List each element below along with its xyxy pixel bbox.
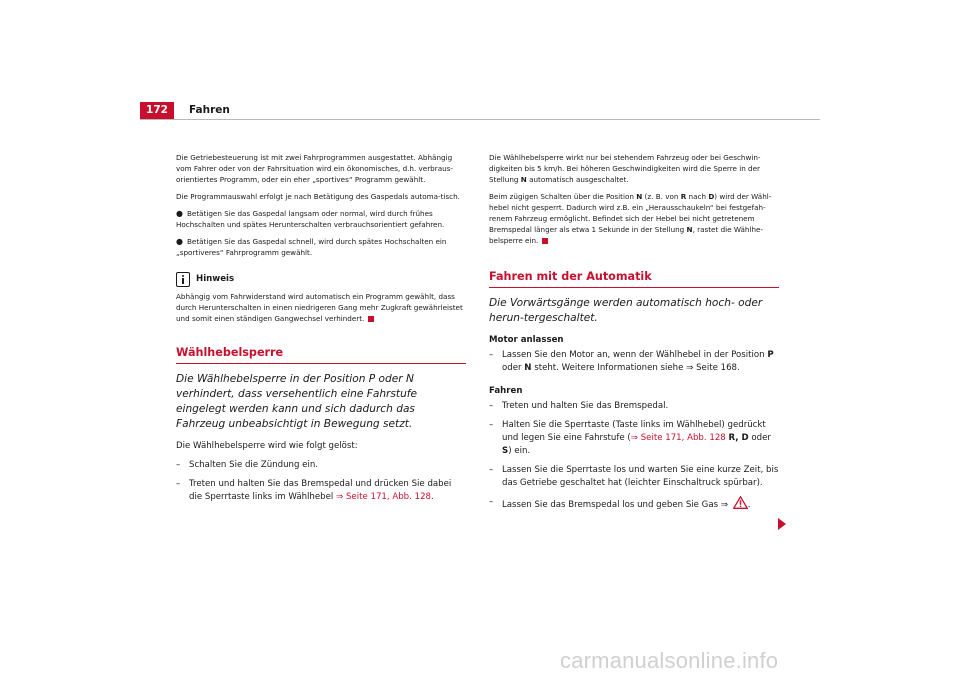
left-column: [176, 152, 466, 510]
bullet-item: ● Betätigen Sie das Gaspedal langsam oder normal, wird durch frühes Hochschalten und spätes Herunterschalten verbrauchsorientiert gefahren.: [176, 209, 445, 229]
note-text: Abhängig vom Fahrwiderstand wird automatisch ein Programm gewählt, dass durch Herunterschalten in einen niedrigeren Gang mehr Zugkraft gewährleistet und somit einen ständigen Gangwechsel verhindert.: [176, 292, 463, 323]
section-title-automatic: Fahren mit der Automatik: [489, 270, 779, 288]
bullet-item: ● Betätigen Sie das Gaspedal schnell, wird durch spätes Hochschalten ein „sportiveres“ Fahrprogramm gewählt.: [176, 237, 447, 257]
intro-paragraph: Die Getriebesteuerung ist mit zwei Fahrprogrammen ausgestattet. Abhängig vom Fahrer oder von der Fahrsituation wird ein ökonomisches, d.h. verbraus-orientiertes Programm, oder ein eher „sportives“ Programm gewählt.: [176, 153, 453, 184]
subheading-drive: Fahren: [489, 386, 523, 396]
step-item: – Treten und halten Sie das Bremspedal und drücken Sie dabei die Sperrtaste links im Wählhebel ⇒ Seite 171, Abb. 128.: [176, 479, 452, 502]
step-item: – Schalten Sie die Zündung ein.: [176, 460, 319, 470]
next-page-arrow-icon[interactable]: [778, 518, 786, 530]
section-subtitle: Die Wählhebelsperre in der Position P oder N verhindert, dass versehentlich eine Fahrstufe eingelegt werden kann und sich dadurch das Fahrzeug unbeabsichtigt in Bewegung setzt.: [176, 373, 418, 430]
step-item: – Lassen Sie das Bremspedal los und geben Sie Gas ⇒ .: [489, 497, 751, 510]
step-item: – Halten Sie die Sperrtaste (Taste links im Wählhebel) gedrückt und legen Sie eine Fahrstufe (⇒ Seite 171, Abb. 128 R, D oder S) ein.: [489, 420, 771, 456]
step-item: – Lassen Sie den Motor an, wenn der Wählhebel in der Position P oder N steht. Weitere Informationen siehe ⇒ Seite 168.: [489, 350, 774, 373]
info-note-icon: [176, 272, 190, 287]
section-title-selector-lock: Wählhebelsperre: [176, 346, 466, 364]
subheading-motor: Motor anlassen: [489, 335, 564, 345]
end-of-section-icon: [542, 238, 548, 244]
note-heading: [176, 272, 466, 287]
program-paragraph: Die Programmauswahl erfolgt je nach Betätigung des Gaspedals automa-tisch.: [176, 192, 460, 201]
section-subtitle: Die Vorwärtsgänge werden automatisch hoch- oder herun-tergeschaltet.: [489, 297, 763, 324]
step-item: – Treten und halten Sie das Bremspedal.: [489, 401, 669, 411]
page-header: [140, 102, 820, 119]
header-rule: [140, 119, 820, 120]
header-title: Fahren: [189, 104, 230, 116]
watermark: carmanualsonline.info: [560, 648, 779, 673]
right-column: [489, 152, 779, 518]
bullet-dot-icon: ●: [176, 209, 183, 218]
page-reference-link[interactable]: ⇒ Seite 171, Abb. 128: [630, 433, 726, 443]
end-of-section-icon: [368, 316, 374, 322]
page-reference-link[interactable]: ⇒ Seite 171, Abb. 128: [336, 492, 432, 502]
note-title: Hinweis: [196, 273, 235, 284]
page-number: 172: [140, 102, 174, 119]
warning-triangle-icon: [733, 496, 748, 509]
fast-shift-paragraph: Beim zügigen Schalten über die Position N (z. B. von R nach D) wird der Wähl-hebel nicht gesperrt. Dadurch wird z.B. ein „Herausschaukeln“ bei festgefah-renem Fahrzeug ermöglicht. Befindet sich der Hebel bei nicht getretenem Bremspedal länger als etwa 1 Sekunde in der Stellung N, rastet die Wählhe-belsperre ein.: [489, 192, 772, 245]
lock-paragraph: Die Wählhebelsperre wirkt nur bei stehendem Fahrzeug oder bei Geschwin-digkeiten bis 5 km/h. Bei höheren Geschwindigkeiten wird die Sperre in der Stellung N automatisch ausgeschaltet.: [489, 153, 761, 184]
step-item: – Lassen Sie die Sperrtaste los und warten Sie eine kurze Zeit, bis das Getriebe geschaltet hat (leichter Einschaltruck spürbar).: [489, 465, 779, 488]
bullet-dot-icon: ●: [176, 237, 183, 246]
release-intro: Die Wählhebelsperre wird wie folgt gelöst:: [176, 441, 358, 451]
